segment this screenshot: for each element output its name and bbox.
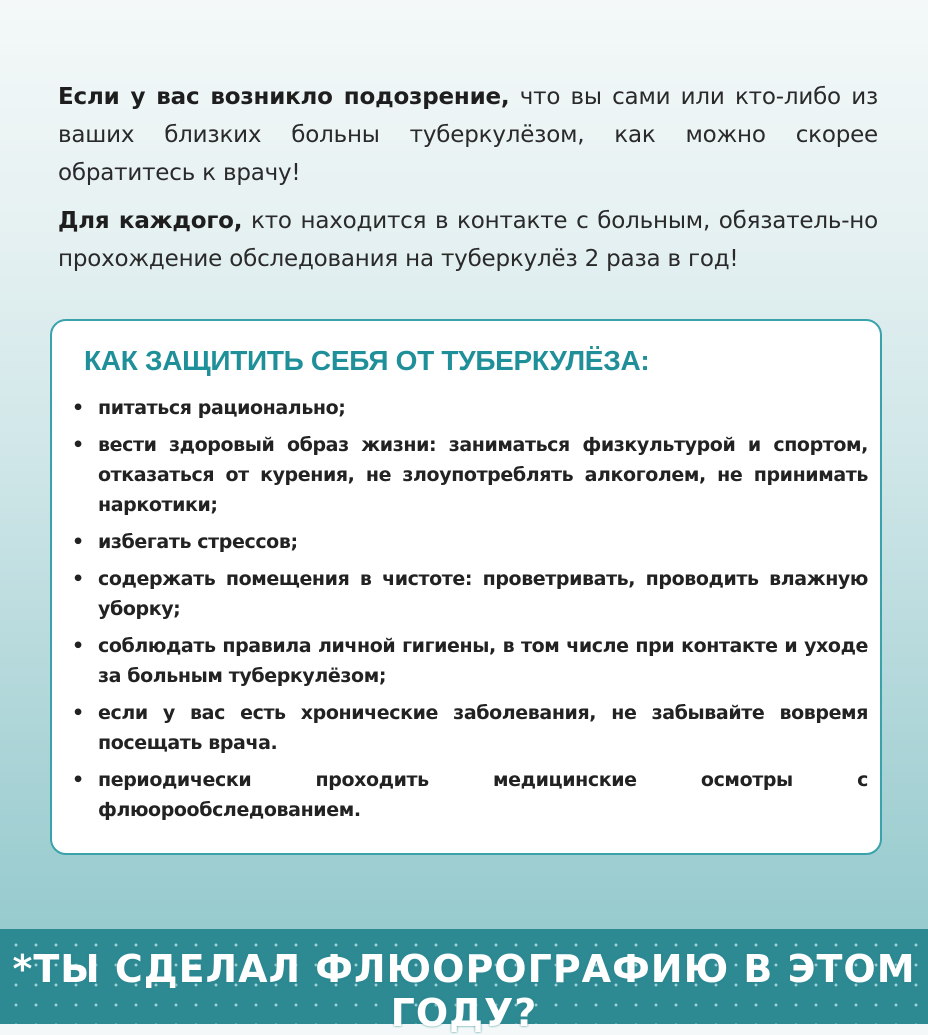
bullet-icon: • — [72, 397, 84, 419]
list-item — [68, 564, 868, 624]
list-item-text: соблюдать правила личной гигиены, в том числе при контакте и уходе за больным туберкулёзом; — [98, 635, 868, 687]
intro-paragraph-contacts — [58, 202, 878, 278]
bullet-icon: • — [72, 702, 84, 724]
list-item-text: содержать помещения в чистоте: проветривать, проводить влажную уборку; — [98, 568, 868, 620]
intro-bold-lead: Если у вас возникло подозрение, — [58, 84, 510, 110]
list-item — [68, 698, 868, 758]
intro-body: кто находится в контакте с больным, обязатель-но прохождение обследования на туберкулёз 2 раза в год! — [58, 208, 879, 272]
protection-title: КАК ЗАЩИТИТЬ СЕБЯ ОТ ТУБЕРКУЛЁЗА: — [84, 345, 650, 376]
list-item — [68, 765, 868, 825]
list-item-text: периодически проходить медицинские осмотры с флюорообследованием. — [98, 769, 868, 821]
list-item — [68, 527, 868, 557]
intro-bold-lead: Для каждого, — [58, 208, 243, 234]
bullet-icon: • — [72, 531, 84, 553]
intro-text — [58, 78, 878, 288]
bullet-icon: • — [72, 434, 84, 456]
bullet-icon: • — [72, 635, 84, 657]
bullet-icon: • — [72, 568, 84, 590]
intro-body: что вы сами или кто-либо из ваших близких больны туберкулёзом, как можно скорее обратитесь к врачу! — [58, 84, 878, 186]
list-item — [68, 430, 868, 520]
list-item-text: вести здоровый образ жизни: заниматься физкультурой и спортом, отказаться от курения, не злоупотреблять алкоголем, не принимать наркотики; — [98, 434, 868, 516]
footer-question: *ТЫ СДЕЛАЛ ФЛЮОРОГРАФИЮ В ЭТОМ ГОДУ? — [12, 947, 916, 1035]
list-item-text: если у вас есть хронические заболевания, не забывайте вовремя посещать врача. — [98, 702, 868, 754]
list-item-text: избегать стрессов; — [98, 531, 298, 553]
protection-list — [68, 393, 868, 832]
bullet-icon: • — [72, 769, 84, 791]
protection-card — [50, 319, 882, 855]
list-item — [68, 393, 868, 423]
list-item — [68, 631, 868, 691]
list-item-text: питаться рационально; — [98, 397, 346, 419]
footer-banner — [0, 929, 928, 1035]
intro-paragraph-suspicion — [58, 78, 878, 192]
